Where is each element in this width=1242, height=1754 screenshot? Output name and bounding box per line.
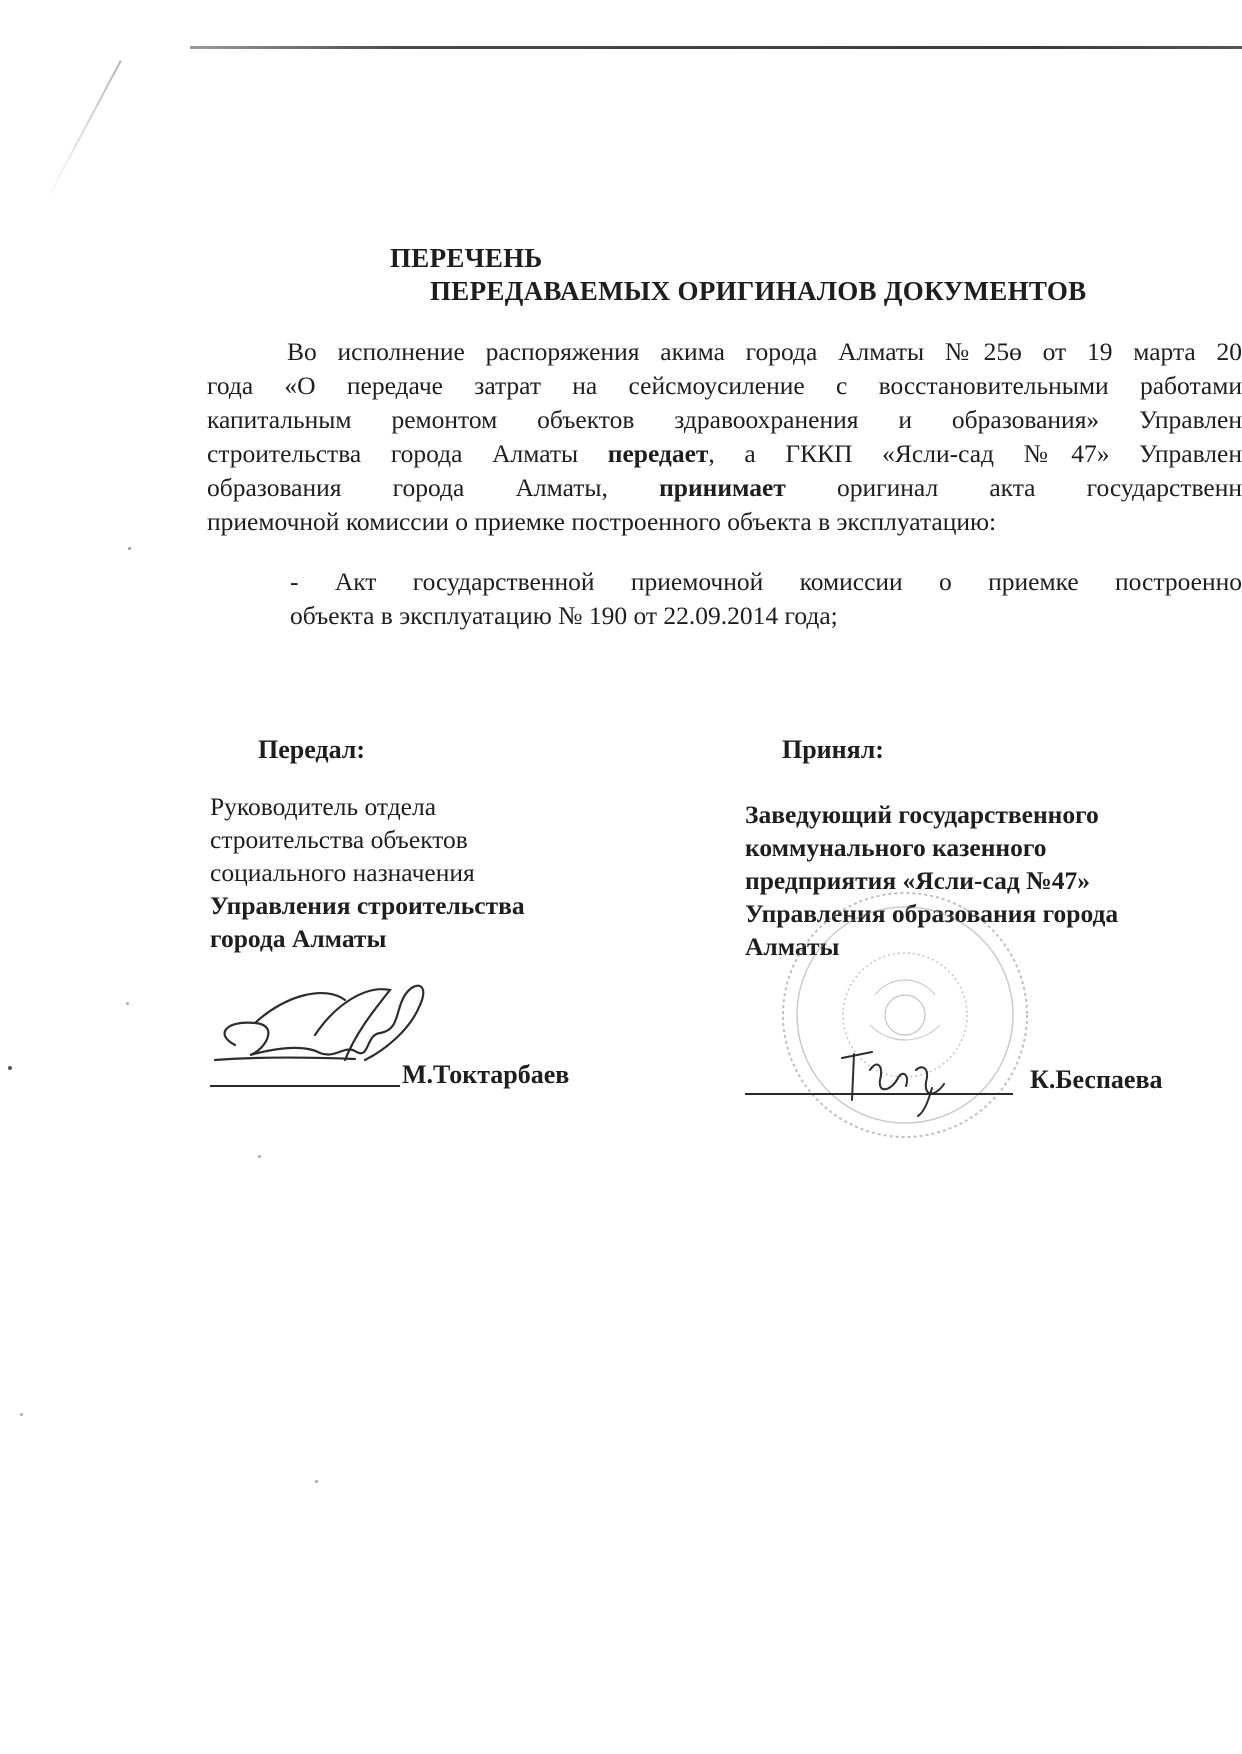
- receiver-signature: [832, 1040, 962, 1120]
- sender-name: М.Токтарбаев: [402, 1060, 570, 1089]
- bold-verb: принимает: [659, 473, 786, 502]
- scan-corner-shadow: [45, 60, 122, 202]
- receiver-position-line: коммунального казенного: [745, 833, 1047, 862]
- sender-position-line: социального назначения: [210, 858, 475, 887]
- scan-top-edge: [190, 46, 1242, 49]
- receiver-position-line: Алматы: [745, 932, 840, 961]
- scan-speck: [128, 547, 131, 550]
- paragraph-fragment: образования города Алматы,: [207, 473, 660, 502]
- receiver-position-line: Заведующий государственного: [745, 800, 1099, 829]
- scan-speck: [126, 1002, 129, 1005]
- receiver-heading: Принял:: [782, 735, 884, 764]
- paragraph-line: года «О передаче затрат на сейсмоусиление с восстановительными работами: [207, 371, 1242, 400]
- document-list-item: [290, 565, 1242, 633]
- item-line: объекта в эксплуатацию № 190 от 22.09.2014 года;: [290, 601, 838, 630]
- paragraph-line: приемочной комиссии о приемке построенного объекта в эксплуатацию:: [207, 507, 997, 536]
- sender-org-line: Управления строительства: [210, 891, 525, 920]
- bold-verb: передает: [607, 439, 709, 468]
- scan-speck: [8, 1066, 12, 1070]
- document-title: ПЕРЕЧЕНЬ: [390, 243, 543, 273]
- paragraph-line: [207, 437, 1242, 471]
- receiver-position-line: предприятия «Ясли-сад №47»: [745, 866, 1091, 895]
- item-line: - Акт государственной приемочной комиссии о приемке построенно: [290, 567, 1242, 596]
- receiver-name: К.Беспаева: [1030, 1065, 1163, 1094]
- paragraph-line: [207, 471, 1242, 505]
- sender-position-line: строительства объектов: [210, 825, 468, 854]
- paragraph-line: Во исполнение распоряжения акима города Алматы №25ө от 19 марта 20: [287, 337, 1242, 366]
- sender-org-line: города Алматы: [210, 924, 387, 953]
- main-paragraph: [207, 335, 1242, 539]
- sender-position-line: Руководитель отдела: [210, 792, 437, 821]
- receiver-signature-line: [745, 1093, 1013, 1095]
- paragraph-fragment: строительства города Алматы: [207, 439, 608, 468]
- document-subtitle: ПЕРЕДАВАЕМЫХ ОРИГИНАЛОВ ДОКУМЕНТОВ: [430, 276, 1087, 306]
- scan-speck: [20, 1413, 23, 1416]
- paragraph-fragment: , а ГККП «Ясли-сад №47» Управлен: [708, 439, 1242, 468]
- scan-speck: [258, 1155, 261, 1158]
- sender-signature-line: [210, 1085, 400, 1087]
- paragraph-line: капитальным ремонтом объектов здравоохранения и образования» Управлен: [207, 405, 1242, 434]
- sender-position: [210, 790, 525, 955]
- receiver-position-line: Управления образования города: [745, 899, 1119, 928]
- sender-heading: Передал:: [258, 735, 366, 764]
- scan-speck: [315, 1480, 318, 1483]
- paragraph-fragment: оригинал акта государственн: [785, 473, 1242, 502]
